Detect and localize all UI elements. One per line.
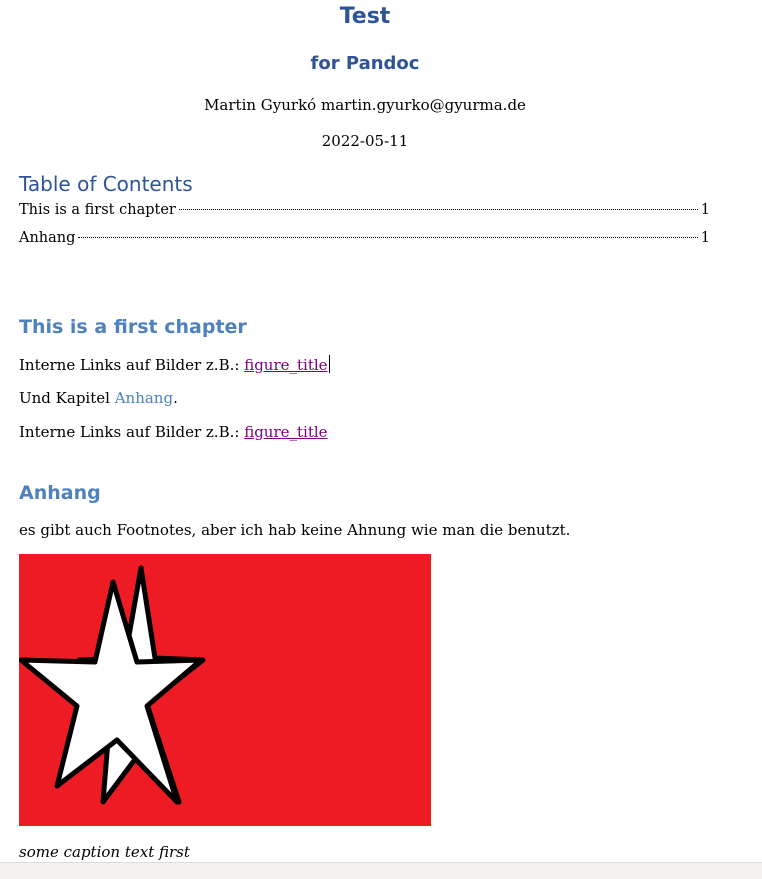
chapter-heading: This is a first chapter	[19, 316, 247, 338]
figure-title-link[interactable]: figure_title	[244, 423, 328, 441]
document-subtitle: for Pandoc	[310, 53, 420, 74]
paragraph-internal-links-1	[19, 355, 330, 374]
paragraph-internal-links-2	[19, 423, 328, 441]
toc-entry-page: 1	[700, 230, 710, 246]
document-author: Martin Gyurkó martin.gyurko@gyurma.de	[204, 96, 526, 114]
toc-leader-dots	[179, 209, 698, 210]
appendix-paragraph: es gibt auch Footnotes, aber ich hab keine Ahnung wie man die benutzt.	[19, 521, 571, 539]
figure-title-link[interactable]: figure_title	[244, 356, 328, 374]
paragraph-text: Interne Links auf Bilder z.B.:	[19, 423, 245, 441]
anhang-link[interactable]: Anhang	[114, 389, 174, 407]
paragraph-text: Interne Links auf Bilder z.B.:	[19, 356, 245, 374]
paragraph-text: Und Kapitel	[19, 389, 115, 407]
paragraph-chapter-link	[19, 389, 178, 407]
toc-heading: Table of Contents	[19, 172, 193, 196]
stars-figure-image	[19, 554, 431, 826]
status-bar	[0, 862, 762, 879]
toc-leader-dots	[78, 237, 697, 238]
document-title: Test	[339, 4, 391, 29]
text-cursor	[329, 355, 330, 373]
paragraph-period: .	[173, 389, 178, 407]
toc-entry-label: Anhang	[19, 230, 76, 246]
toc-entry-first-chapter[interactable]	[19, 202, 710, 222]
figure-caption: some caption text first	[19, 843, 190, 861]
toc-entry-anhang[interactable]	[19, 230, 710, 250]
document-date: 2022-05-11	[321, 132, 409, 150]
toc-entry-label: This is a first chapter	[19, 202, 176, 218]
toc-entry-page: 1	[700, 202, 710, 218]
appendix-heading: Anhang	[19, 482, 101, 504]
